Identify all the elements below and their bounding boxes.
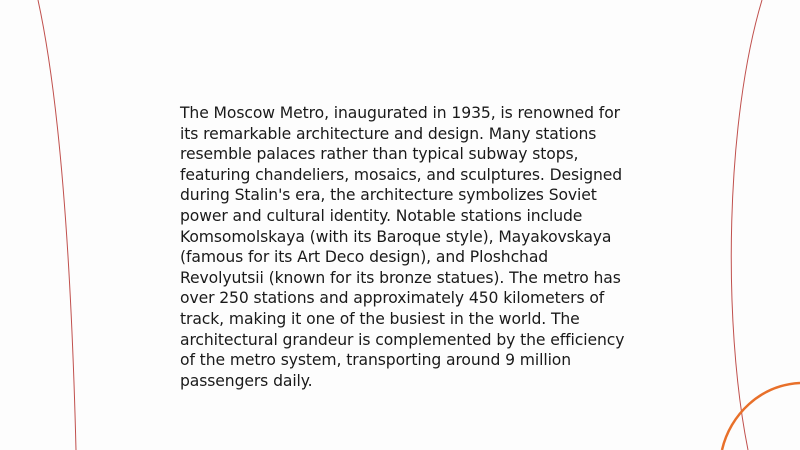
right-thin-curve <box>731 0 762 450</box>
orange-accent-arc <box>722 383 800 450</box>
left-thin-curve <box>38 0 76 450</box>
body-paragraph: The Moscow Metro, inaugurated in 1935, is renowned for its remarkable architecture and design. Many stations resemble palaces rather than typical subway stops, featuring chandeliers, mosaics, and sculptures. Designed during Stalin's era, the architecture symbolizes Soviet power and cultural identity. Notable stations include Komsomolskaya (with its Baroque style), Mayakovskaya (famous for its Art Deco design), and Ploshchad Revolyutsii (known for its bronze statues). The metro has over 250 stations and approximately 450 kilometers of track, making it one of the busiest in the world. The architectural grandeur is complemented by the efficiency of the metro system, transporting around 9 million passengers daily. <box>180 104 625 390</box>
